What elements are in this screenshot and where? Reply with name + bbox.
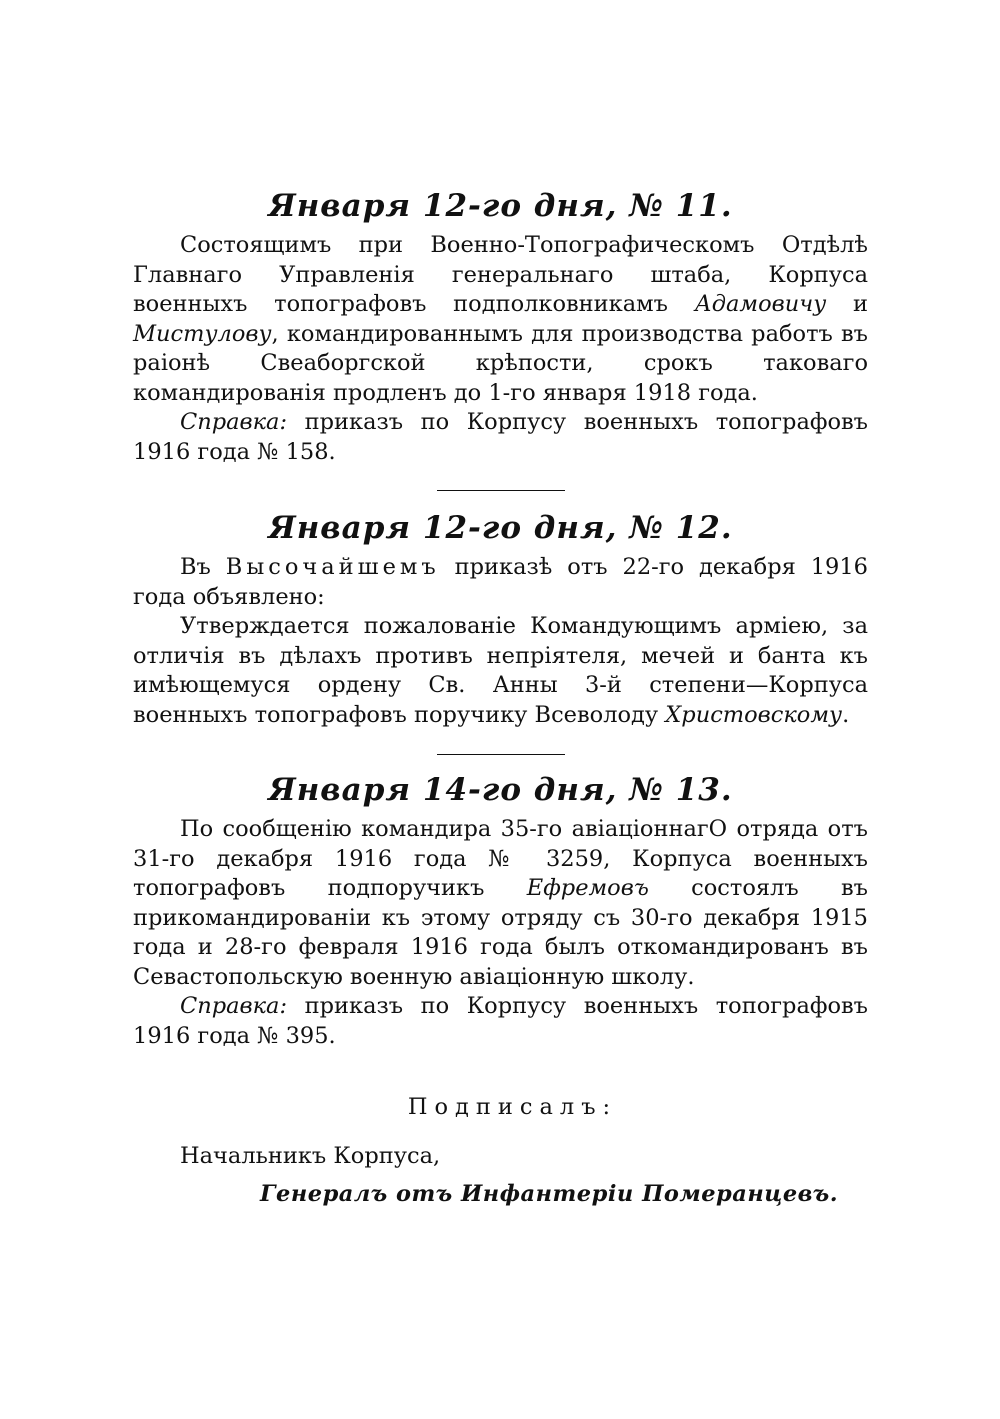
- order-heading: Января 12-го дня, № 11.: [268, 188, 733, 224]
- section-divider: [437, 754, 565, 755]
- person-name: Христовскому: [665, 701, 843, 728]
- order-12: [133, 507, 868, 730]
- document-page: [133, 185, 868, 1209]
- body-text: .: [842, 701, 850, 728]
- body-text: и: [826, 291, 868, 317]
- order-heading: Января 14-го дня, № 13.: [268, 772, 733, 808]
- spaced-word: Высочайшемъ: [225, 554, 440, 580]
- person-name: Ефремовъ: [526, 875, 649, 901]
- order-body: [133, 231, 868, 408]
- reference-label: Справка:: [180, 993, 288, 1019]
- person-name: Мистулову: [133, 320, 272, 347]
- person-name: Адамовичу: [694, 291, 827, 317]
- signatory-name: Генералъ отъ Инфантеріи Померанцевъ.: [260, 1181, 839, 1207]
- body-text: Въ: [180, 554, 226, 580]
- body-text: , командированнымъ для производства работъ въ раіонѣ Свеаборгской крѣпости, срокъ таковаго командированія продленъ до 1-го января 1918 года.: [133, 320, 868, 406]
- body-text: состоялъ въ прикомандированіи къ этому отряду съ 30-го декабря 1915 года и 28-го февраля 1916 года былъ откомандированъ въ Севастопольскую военную авіаціонную школу.: [133, 875, 868, 990]
- signatory-title: Начальникъ Корпуса,: [180, 1143, 441, 1169]
- signed-label: Подписалъ:: [407, 1094, 618, 1120]
- body-text: приказѣ отъ 22-го декабря 1916 года объявлено:: [133, 554, 868, 610]
- order-reference: [133, 408, 868, 467]
- order-body: [133, 815, 868, 992]
- order-11: [133, 185, 868, 467]
- order-heading: Января 12-го дня, № 12.: [268, 510, 733, 546]
- order-body: [133, 612, 868, 730]
- order-reference: [133, 992, 868, 1051]
- section-divider: [437, 490, 565, 491]
- reference-text: приказъ по Корпусу военныхъ топографовъ 1916 года № 395.: [133, 993, 868, 1049]
- reference-label: Справка:: [180, 409, 288, 435]
- body-text: Утверждается пожалованіе Командующимъ арміею, за отличія въ дѣлахъ противъ непріятеля, мечей и банта къ имѣющемуся ордену Св. Анны 3-й степени—Корпуса военныхъ топографовъ поручику Всеволоду: [133, 613, 868, 728]
- order-body: [133, 553, 868, 612]
- body-text: Состоящимъ при Военно-Топографическомъ Отдѣлѣ Главнаго Управленія генеральнаго штаба, Корпуса военныхъ топографовъ подполковникамъ: [133, 232, 868, 317]
- body-text: По сообщенію командира 35-го авіаціоннагО отряда отъ 31-го декабря 1916 года № 3259, Корпуса военныхъ топографовъ подпоручикъ: [133, 816, 868, 901]
- reference-text: приказъ по Корпусу военныхъ топографовъ 1916 года № 158.: [133, 409, 868, 465]
- order-13: [133, 769, 868, 1051]
